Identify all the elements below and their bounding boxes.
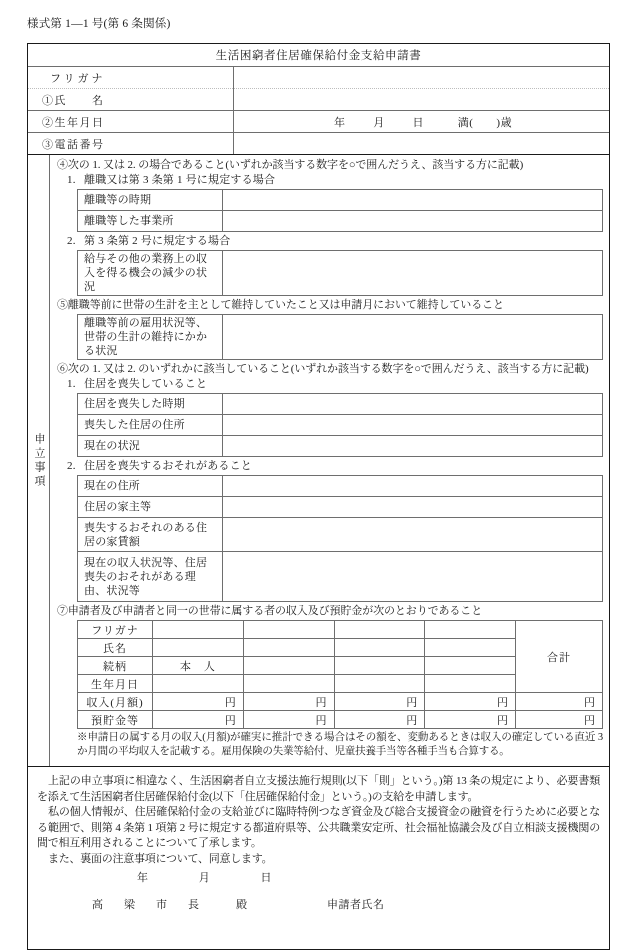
clause-4-item-1-number[interactable]: 1.: [67, 174, 76, 186]
table-row-furigana: [78, 621, 603, 639]
table-row: [78, 497, 603, 518]
member-1-income[interactable]: 円: [153, 693, 244, 711]
income-table-note: ※申請日の属する月の収入(月額)が確実に推計できる場合はその額を、変動あるときは収入の確定している直近 3 か月間の平均収入を記載する。雇用保険の失業等給付、児童扶養手当等各種手当も合算する。: [77, 732, 603, 757]
dob-label: ②生年月日: [28, 111, 234, 133]
row-label-dob: 生年月日: [78, 675, 153, 693]
clause-4-item-2-heading: [57, 234, 605, 249]
row-tel: [28, 133, 609, 155]
table-row: [78, 190, 603, 211]
row-furigana: [28, 67, 609, 89]
household-income-table: [77, 620, 603, 729]
row-name: [28, 89, 609, 111]
member-1-savings[interactable]: 円: [153, 711, 244, 729]
table-row: [78, 211, 603, 232]
member-4-name[interactable]: [425, 639, 516, 657]
field-label: 現在の状況: [78, 436, 223, 457]
table-row: [78, 476, 603, 497]
clause-5-heading: ⑤離職等前に世帯の生計を主として維持していたこと又は申請月において維持していること: [57, 299, 504, 311]
applicant-head-table: [28, 67, 609, 155]
declaration-content: [50, 155, 609, 766]
member-2-income[interactable]: 円: [243, 693, 334, 711]
row-label-name: 氏名: [78, 639, 153, 657]
date-year-unit: 年: [137, 872, 149, 884]
dob-year-unit: 年: [334, 116, 346, 129]
field-label: 現在の住所: [78, 476, 223, 497]
clause-4-item-2-table: [77, 250, 603, 296]
member-3-relation[interactable]: [334, 657, 425, 675]
row-dob: [28, 111, 609, 133]
field-input[interactable]: [223, 476, 603, 497]
clause-4-item-1-table: [77, 189, 603, 232]
table-row: [78, 394, 603, 415]
member-4-furigana[interactable]: [425, 621, 516, 639]
total-column-header: 合計: [516, 621, 603, 693]
member-4-income[interactable]: 円: [425, 693, 516, 711]
clause-4-item-2-number[interactable]: 2.: [67, 235, 76, 247]
member-2-relation[interactable]: [243, 657, 334, 675]
dob-month-unit: 月: [373, 116, 385, 129]
clause-4-item-2-text: 第 3 条第 2 号に規定する場合: [84, 235, 231, 247]
total-income[interactable]: 円: [516, 693, 603, 711]
dob-day-unit: 日: [412, 116, 424, 129]
field-input[interactable]: [223, 415, 603, 436]
field-input[interactable]: [223, 394, 603, 415]
member-2-furigana[interactable]: [243, 621, 334, 639]
member-1-furigana[interactable]: [153, 621, 244, 639]
declaration-body: [28, 155, 609, 767]
member-3-dob[interactable]: [334, 675, 425, 693]
clause-6-heading: ⑥次の 1. 又は 2. のいずれかに該当していること(いずれか該当する数字を○で囲んだうえ、該当する方に記載): [57, 363, 589, 375]
clause-6-item-1-table: [77, 393, 603, 457]
table-row-income: [78, 693, 603, 711]
field-label: 給与その他の業務上の収入を得る機会の減少の状況: [78, 251, 223, 296]
side-label-text: 申立事項: [33, 432, 45, 489]
form-outer-frame: [27, 43, 610, 950]
title-table: [28, 44, 609, 67]
dob-age-unit: 満( )歳: [457, 116, 513, 129]
member-3-name[interactable]: [334, 639, 425, 657]
clause-6-item-2-heading: [57, 459, 605, 474]
member-2-savings[interactable]: 円: [243, 711, 334, 729]
submission-date-line[interactable]: [37, 871, 600, 887]
dob-input[interactable]: [234, 111, 610, 133]
signature-line: [37, 898, 600, 914]
clause-6-item-2-text: 住居を喪失するおそれがあること: [84, 460, 252, 472]
dob-fields: [242, 114, 512, 130]
tel-input[interactable]: [234, 133, 610, 155]
clause-4-heading: ④次の 1. 又は 2. の場合であること(いずれか該当する数字を○で囲んだうえ、該当する方に記載): [57, 159, 524, 171]
field-input[interactable]: [223, 251, 603, 296]
signature-blank-space[interactable]: [37, 913, 600, 939]
field-label: 喪失した住居の住所: [78, 415, 223, 436]
clause-6-item-1-number[interactable]: 1.: [67, 378, 76, 390]
member-4-savings[interactable]: 円: [425, 711, 516, 729]
field-label: 現在の収入状況等、住居喪失のおそれがある理由、状況等: [78, 552, 223, 602]
side-label-declaration-items: [28, 155, 50, 766]
declaration-footer: [28, 767, 609, 949]
table-row: [78, 315, 603, 360]
field-input[interactable]: [223, 436, 603, 457]
applicant-signature-label: 申請者氏名: [327, 898, 385, 911]
date-day-unit: 日: [260, 872, 273, 884]
clause-6-item-2-number[interactable]: 2.: [67, 460, 76, 472]
field-input[interactable]: [223, 190, 603, 211]
member-1-relation: 本 人: [153, 657, 244, 675]
field-label: 喪失するおそれのある住居の家賃額: [78, 518, 223, 552]
member-4-dob[interactable]: [425, 675, 516, 693]
title-row: [28, 44, 609, 67]
clause-7-heading: ⑦申請者及び申請者と同一の世帯に属する者の収入及び預貯金が次のとおりであること: [57, 605, 483, 617]
member-4-relation[interactable]: [425, 657, 516, 675]
name-input[interactable]: [234, 89, 610, 111]
field-label: 住居を喪失した時期: [78, 394, 223, 415]
total-savings[interactable]: 円: [516, 711, 603, 729]
clause-4-item-1-heading: [57, 173, 605, 188]
form-number: 様式第 1―1 号(第 6 条関係): [27, 18, 171, 30]
tel-label: ③電話番号: [28, 133, 234, 155]
form-title: 生活困窮者住居確保給付金支給申請書: [28, 44, 609, 67]
date-month-unit: 月: [198, 872, 211, 884]
field-input[interactable]: [223, 315, 603, 360]
clause-6-item-2-table: [77, 475, 603, 602]
furigana-label: フリガナ: [28, 67, 234, 89]
footer-paragraph-2: 私の個人情報が、住居確保給付金の支給並びに臨時特例つなぎ資金及び総合支援資金の融資を行うために必要となる範囲で、則第 4 条第 1 項第 2 号に規定する都道府県等、公共職業安定所、社会福祉協議会及び自立相談支援機関の間で相互利用されることについて了承します。: [37, 806, 600, 849]
name-label: ①氏 名: [28, 89, 234, 111]
addressee-mayor: 高 梁 市 長 殿: [92, 898, 252, 911]
table-row: [78, 415, 603, 436]
member-3-furigana[interactable]: [334, 621, 425, 639]
field-input[interactable]: [223, 497, 603, 518]
field-label: 離職等前の雇用状況等、世帯の生計の維持にかかる状況: [78, 315, 223, 360]
clause-4-item-1-text: 離職又は第 3 条第 1 号に規定する場合: [84, 174, 276, 186]
field-label: 住居の家主等: [78, 497, 223, 518]
member-3-savings[interactable]: 円: [334, 711, 425, 729]
clause-5-table: [77, 314, 603, 360]
row-label-savings: 預貯金等: [78, 711, 153, 729]
footer-paragraph-3: また、裏面の注意事項について、同意します。: [48, 852, 273, 865]
field-input[interactable]: [223, 552, 603, 602]
clause-6-item-1-text: 住居を喪失していること: [84, 378, 208, 390]
member-3-income[interactable]: 円: [334, 693, 425, 711]
member-2-name[interactable]: [243, 639, 334, 657]
field-input[interactable]: [223, 211, 603, 232]
table-row-savings: [78, 711, 603, 729]
table-row: [78, 518, 603, 552]
footer-paragraph-1: 上記の申立事項に相違なく、生活困窮者自立支援法施行規則(以下「則」という。)第 13 条の規定により、必要書類を添えて生活困窮者住居確保給付金(以下「住居確保給付金」という。)の支給を申請します。: [37, 775, 600, 803]
row-label-income: 収入(月額): [78, 693, 153, 711]
row-label-furigana: フリガナ: [78, 621, 153, 639]
table-row: [78, 552, 603, 602]
member-1-dob[interactable]: [153, 675, 244, 693]
furigana-input[interactable]: [234, 67, 610, 89]
table-row: [78, 251, 603, 296]
table-row: [78, 436, 603, 457]
member-1-name[interactable]: [153, 639, 244, 657]
field-label: 離職等の時期: [78, 190, 223, 211]
row-label-relation: 続柄: [78, 657, 153, 675]
field-input[interactable]: [223, 518, 603, 552]
member-2-dob[interactable]: [243, 675, 334, 693]
field-label: 離職等した事業所: [78, 211, 223, 232]
clause-6-item-1-heading: [57, 377, 605, 392]
